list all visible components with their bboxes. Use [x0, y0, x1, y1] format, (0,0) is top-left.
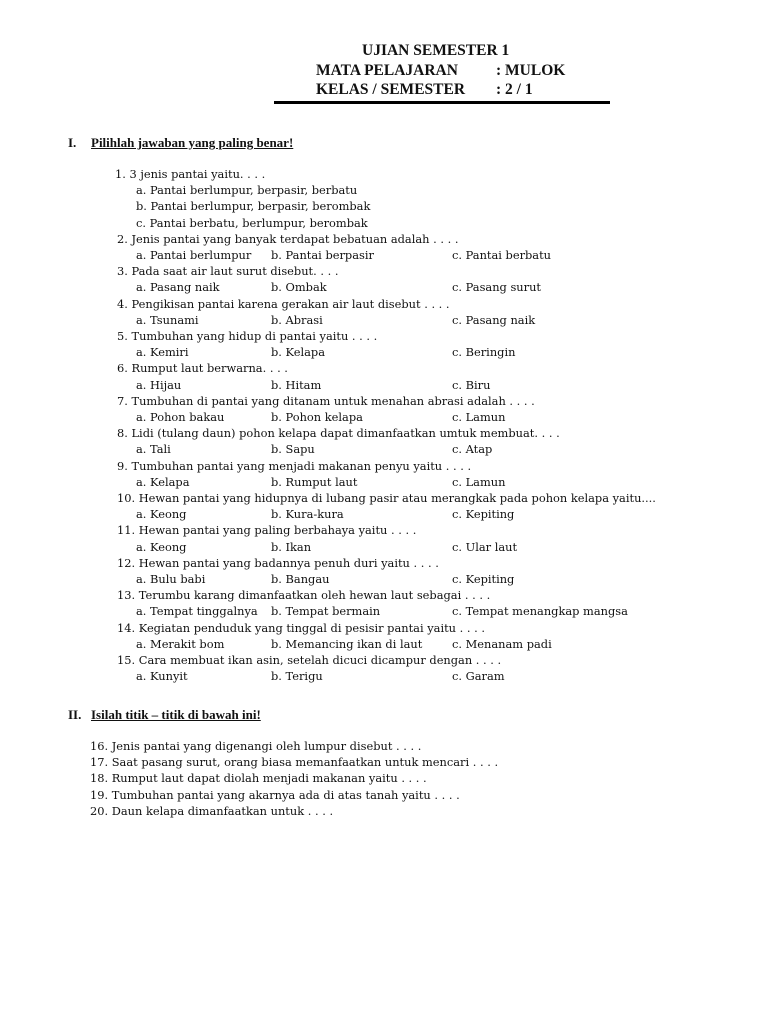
question-text: 6. Rumput laut berwarna. . . .: [117, 361, 288, 376]
answer-option: a. Pohon bakau: [136, 410, 225, 424]
answer-option: b. Pohon kelapa: [271, 410, 363, 424]
question-text: 13. Terumbu karang dimanfaatkan oleh hewan laut sebagai . . . .: [117, 588, 491, 603]
answer-option: c. Beringin: [452, 345, 516, 360]
answer-option: c. Kepiting: [452, 507, 515, 522]
answer-option: a. Tali: [136, 442, 171, 457]
answer-option: a. Merakit bom: [136, 636, 225, 651]
answer-option: c. Pantai berbatu, berlumpur, berombak: [136, 215, 368, 230]
answer-option: a. Kunyit: [136, 669, 188, 684]
header-divider: [274, 101, 610, 104]
answer-option: b. Kura-kura: [271, 507, 344, 522]
answer-option: a. Pantai berlumpur: [136, 248, 252, 262]
question-text: 4. Pengikisan pantai karena gerakan air laut disebut . . . .: [117, 296, 450, 311]
answer-option: a. Keong: [136, 507, 187, 522]
answer-option: b. Terigu: [271, 669, 323, 684]
answer-option: c. Garam: [452, 669, 505, 684]
answer-option: b. Rumput laut: [271, 474, 358, 489]
answer-option: a. Keong: [136, 539, 187, 554]
answer-option: b. Ikan: [271, 539, 312, 554]
fill-in-question: 18. Rumput laut dapat diolah menjadi makanan yaitu . . . .: [90, 771, 427, 786]
question-text: 7. Tumbuhan di pantai yang ditanam untuk menahan abrasi adalah . . . .: [117, 393, 535, 408]
answer-option: c. Atap: [452, 442, 493, 457]
answer-option: c. Ular laut: [452, 539, 518, 554]
subject-value: : MULOK: [496, 61, 566, 79]
answer-option: b. Memancing ikan di laut: [271, 636, 423, 651]
exam-title: UJIAN SEMESTER 1: [362, 42, 510, 59]
answer-option: a. Pantai berlumpur, berpasir, berbatu: [136, 183, 358, 198]
section1-number: I.: [68, 135, 77, 150]
class-value: : 2 / 1: [496, 81, 533, 98]
answer-option: b. Hitam: [271, 377, 322, 392]
answer-option: a. Kelapa: [136, 474, 190, 489]
answer-option: b. Sapu: [271, 442, 315, 457]
question-text: 5. Tumbuhan yang hidup di pantai yaitu . . . .: [117, 329, 378, 343]
question-text: 1. 3 jenis pantai yaitu. . . .: [115, 167, 266, 181]
question-text: 9. Tumbuhan pantai yang menjadi makanan penyu yaitu . . . .: [117, 458, 472, 473]
answer-option: c. Pasang surut: [452, 280, 541, 295]
answer-option: b. Abrasi: [271, 312, 323, 327]
class-label: KELAS / SEMESTER: [316, 81, 466, 98]
question-text: 3. Pada saat air laut surut disebut. . . .: [117, 264, 339, 279]
answer-option: c. Kepiting: [452, 572, 515, 586]
answer-option: b. Kelapa: [271, 345, 325, 360]
answer-option: a. Tempat tinggalnya: [136, 604, 258, 619]
section2-title: Isilah titik – titik di bawah ini!: [91, 707, 261, 722]
question-text: 11. Hewan pantai yang paling berbahaya yaitu . . . .: [117, 523, 417, 538]
answer-option: b. Pantai berlumpur, berpasir, berombak: [136, 199, 371, 214]
answer-option: c. Biru: [452, 377, 491, 392]
answer-option: c. Tempat menangkap mangsa: [452, 604, 628, 619]
answer-option: a. Bulu babi: [136, 572, 206, 586]
question-text: 12. Hewan pantai yang badannya penuh duri yaitu . . . .: [117, 555, 439, 570]
answer-option: b. Bangau: [271, 572, 330, 586]
fill-in-question: 20. Daun kelapa dimanfaatkan untuk . . . .: [90, 803, 334, 818]
answer-option: a. Tsunami: [136, 312, 199, 327]
subject-label: MATA PELAJARAN: [316, 61, 458, 79]
question-text: 8. Lidi (tulang daun) pohon kelapa dapat dimanfaatkan umtuk membuat. . . .: [117, 426, 560, 441]
answer-option: a. Pasang naik: [136, 280, 220, 295]
question-text: 15. Cara membuat ikan asin, setelah dicuci dicampur dengan . . . .: [117, 653, 502, 667]
answer-option: a. Kemiri: [136, 345, 189, 360]
section1-title: Pilihlah jawaban yang paling benar!: [91, 135, 294, 150]
answer-option: c. Lamun: [452, 474, 506, 489]
answer-option: c. Pantai berbatu: [452, 248, 552, 262]
answer-option: c. Menanam padi: [452, 636, 552, 651]
answer-option: b. Tempat bermain: [271, 604, 381, 619]
question-text: 10. Hewan pantai yang hidupnya di lubang pasir atau merangkak pada pohon kelapa yaitu....: [117, 491, 656, 505]
fill-in-question: 17. Saat pasang surut, orang biasa memanfaatkan untuk mencari . . . .: [90, 755, 499, 770]
question-text: 14. Kegiatan penduduk yang tinggal di pesisir pantai yaitu . . . .: [117, 620, 485, 635]
question-text: 2. Jenis pantai yang banyak terdapat bebatuan adalah . . . .: [117, 231, 459, 246]
answer-option: c. Lamun: [452, 410, 506, 424]
fill-in-question: 19. Tumbuhan pantai yang akarnya ada di atas tanah yaitu . . . .: [90, 787, 460, 802]
answer-option: c. Pasang naik: [452, 312, 536, 327]
answer-option: b. Ombak: [271, 280, 327, 295]
answer-option: b. Pantai berpasir: [271, 248, 374, 262]
answer-option: a. Hijau: [136, 377, 182, 392]
fill-in-question: 16. Jenis pantai yang digenangi oleh lumpur disebut . . . .: [90, 739, 422, 753]
section2-number: II.: [68, 707, 82, 722]
